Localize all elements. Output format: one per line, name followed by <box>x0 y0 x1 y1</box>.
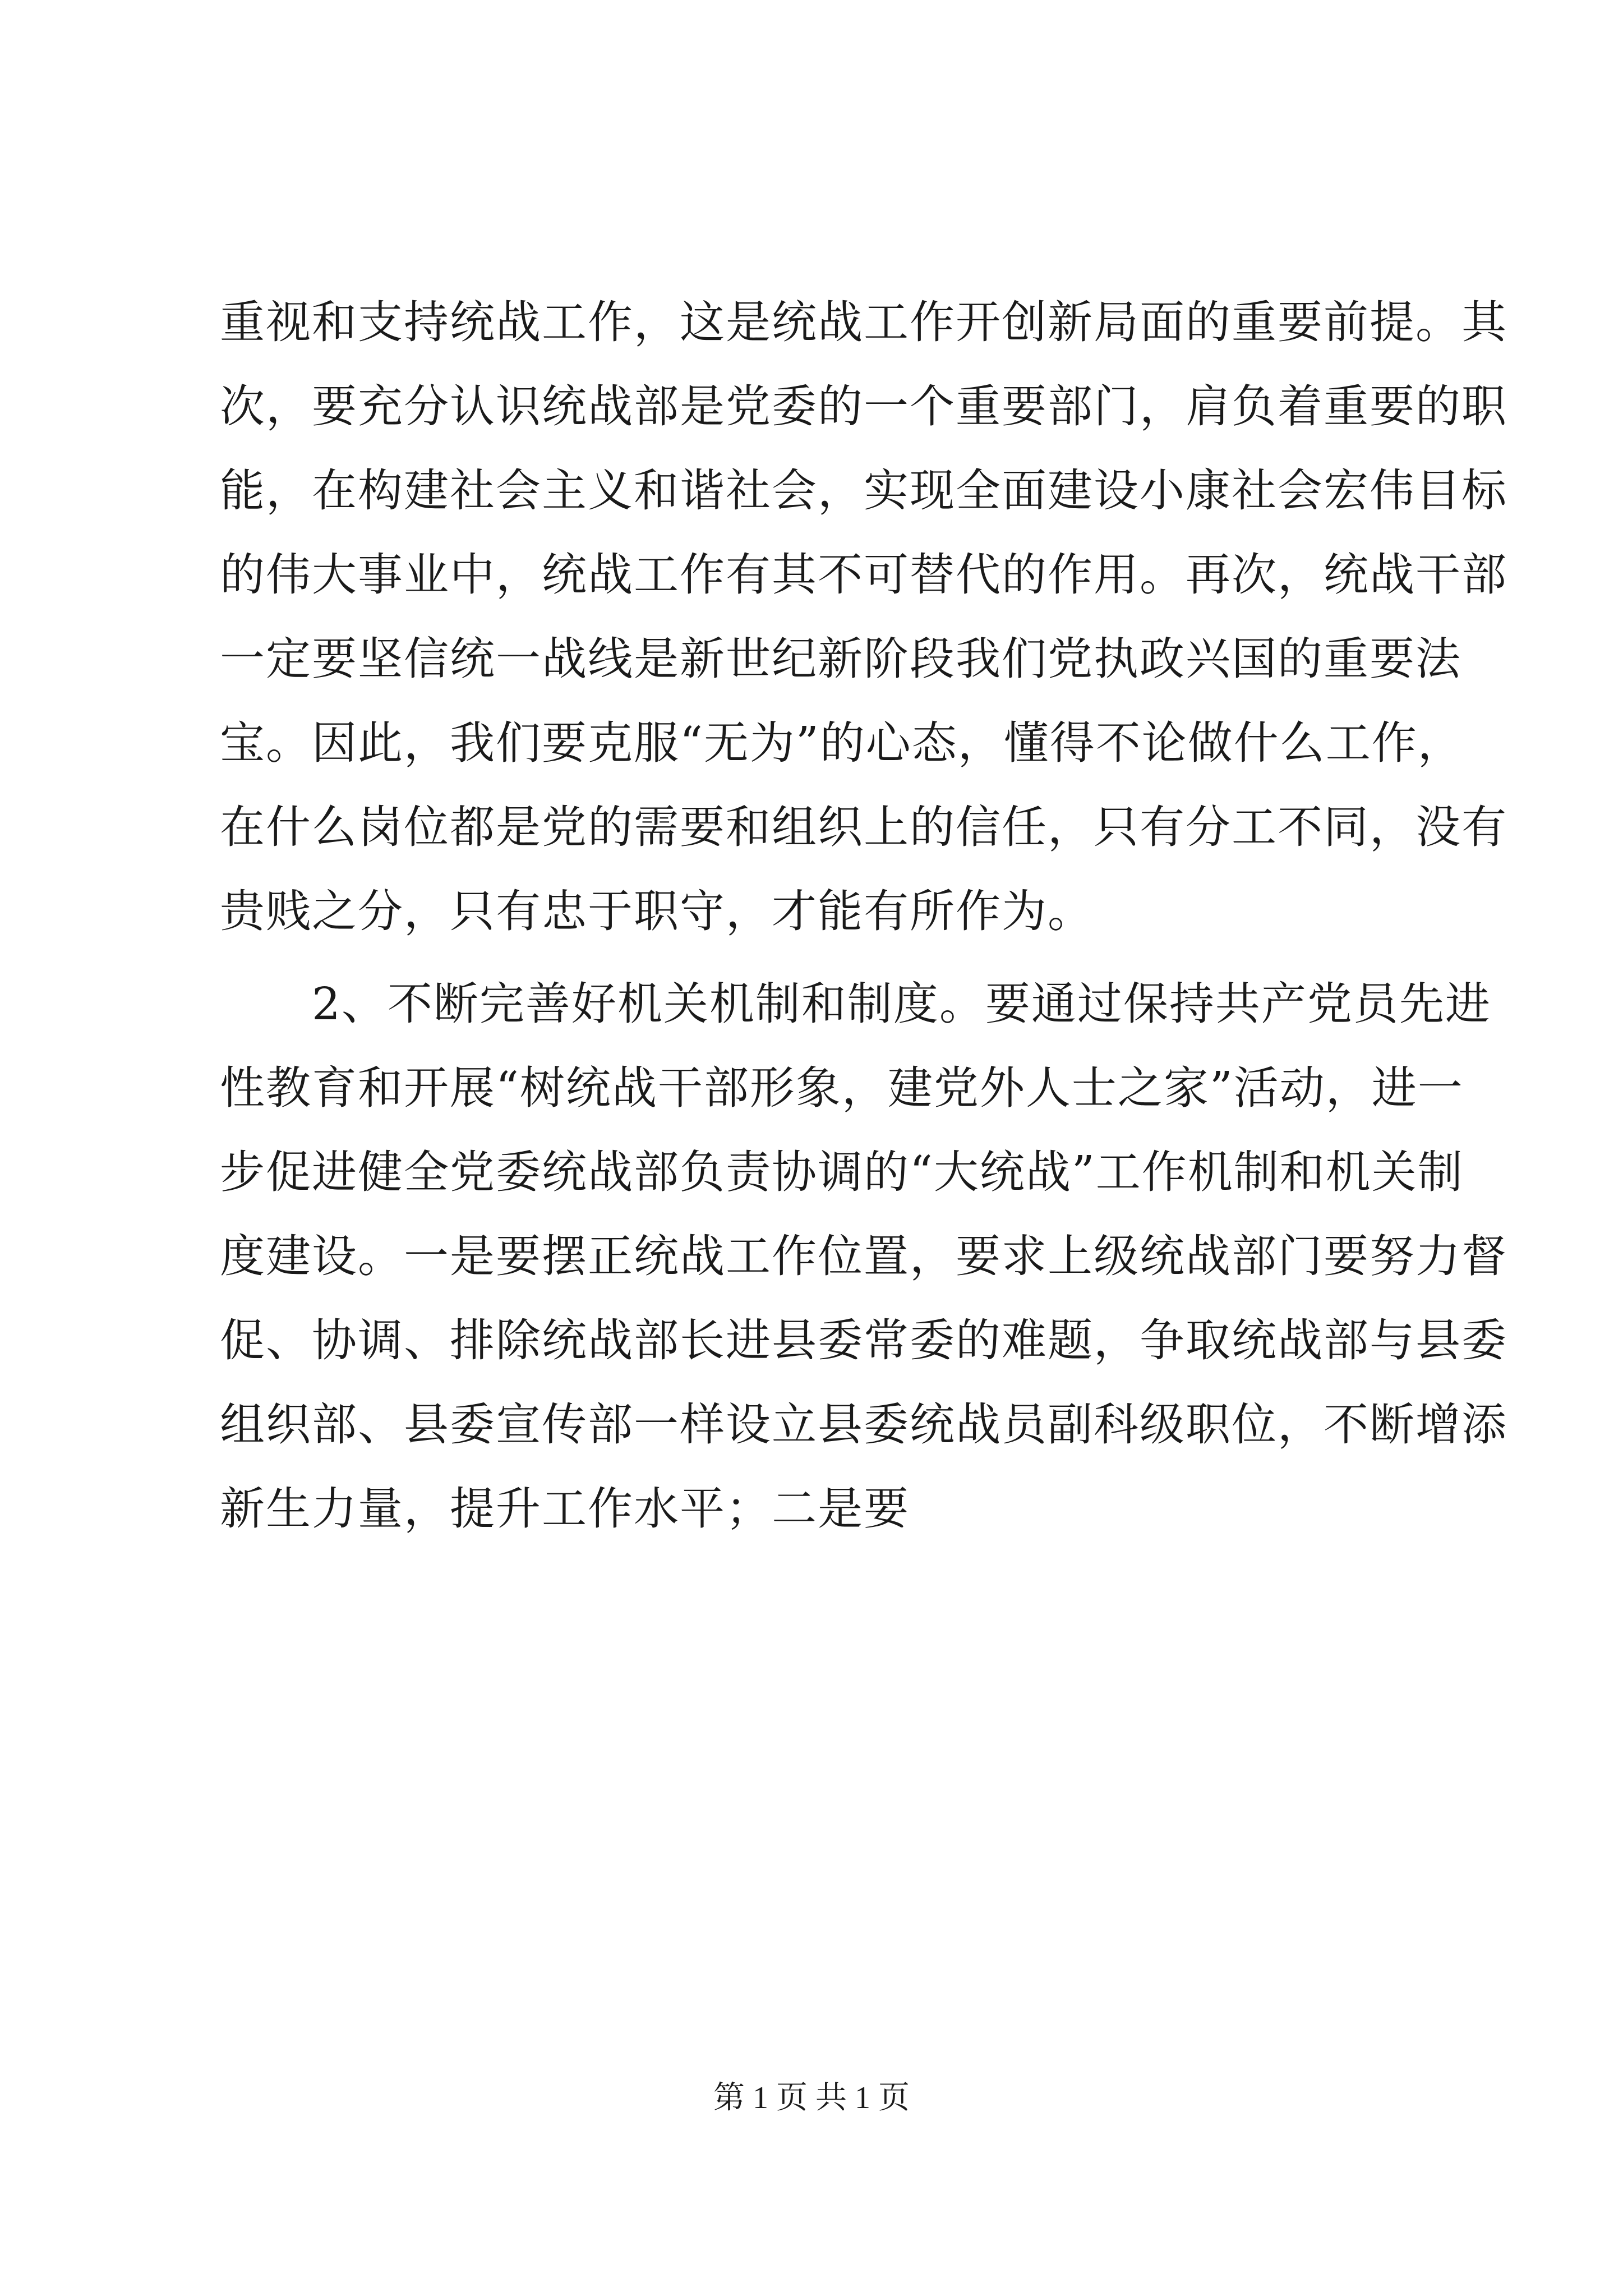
page-number-footer: 第 1 页 共 1 页 <box>713 2081 910 2115</box>
body-text-line: 在什么岗位都是党的需要和组织上的信任，只有分工不同，没有 <box>220 801 1507 853</box>
body-text-line: 的伟大事业中，统战工作有其不可替代的作用。再次，统战干部 <box>220 549 1507 601</box>
body-text-line: 步促进健全党委统战部负责协调的“大统战”工作机制和机关制 <box>220 1146 1464 1198</box>
body-text-line: 新生力量，提升工作水平；二是要 <box>220 1483 910 1535</box>
body-text-line: 宝。因此，我们要克服“无为”的心态，懂得不论做什么工作， <box>220 717 1464 769</box>
body-text-line: 促、协调、排除统战部长进县委常委的难题，争取统战部与县委 <box>220 1314 1507 1366</box>
body-text-line: 贵贱之分，只有忠于职守，才能有所作为。 <box>220 885 1094 937</box>
body-text-line: 次，要充分认识统战部是党委的一个重要部门，肩负着重要的职 <box>220 380 1507 432</box>
body-text-line: 一定要坚信统一战线是新世纪新阶段我们党执政兴国的重要法 <box>220 633 1461 685</box>
paragraph-2-first-line: 2、不断完善好机关机制和制度。要通过保持共产党员先进 <box>220 978 1491 1030</box>
body-text-line: 度建设。一是要摆正统战工作位置，要求上级统战部门要努力督 <box>220 1230 1507 1282</box>
body-text-line: 组织部、县委宣传部一样设立县委统战员副科级职位，不断增添 <box>220 1398 1507 1451</box>
body-text-line: 能，在构建社会主义和谐社会，实现全面建设小康社会宏伟目标 <box>220 464 1507 517</box>
body-text-line: 性教育和开展“树统战干部形象，建党外人士之家”活动，进一 <box>220 1062 1464 1114</box>
body-text-line: 重视和支持统战工作，这是统战工作开创新局面的重要前提。其 <box>220 296 1507 348</box>
